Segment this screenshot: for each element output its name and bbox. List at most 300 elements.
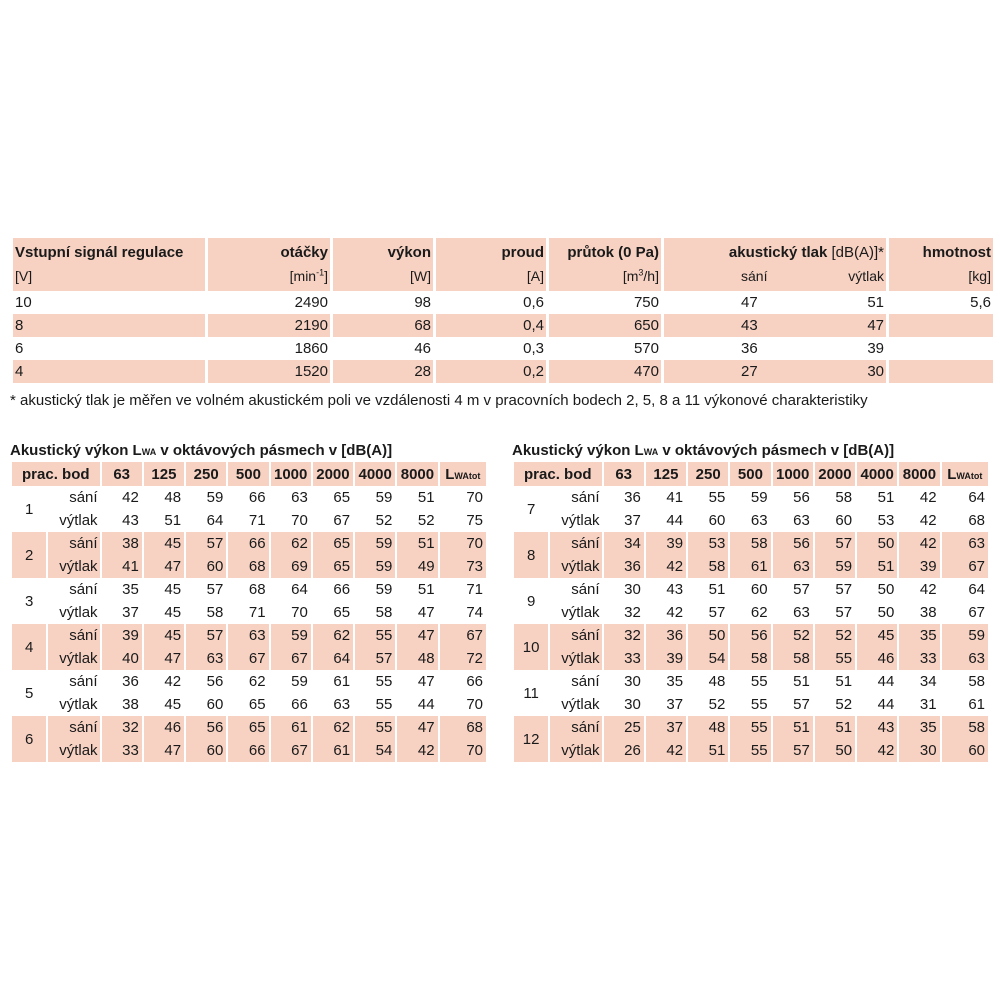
value-cell: 32 [122,719,139,736]
value-cell: 30 [919,742,937,759]
value-cell: 47 [417,673,435,690]
value-cell: 70 [466,489,483,506]
value-cell: 60 [835,512,853,529]
value-cell: 66 [248,742,266,759]
value-cell: 56 [793,489,810,506]
table-row [514,578,988,601]
acoustic-header-row [12,462,486,486]
value-cell: 65 [248,696,266,713]
value-cell: 33 [122,742,139,759]
value-cell: 59 [375,535,393,552]
cell-proud: 0,2 [523,363,544,380]
table-row [12,647,486,670]
prac-bod-number: 9 [526,592,536,610]
col-prutok-header: průtok (0 Pa) [567,244,659,261]
value-cell: 39 [666,535,684,552]
value-cell: 54 [375,742,393,759]
value-cell: 67 [291,742,308,759]
table-row [13,314,993,337]
value-cell: 58 [750,650,768,667]
value-cell: 59 [968,627,985,644]
value-cell: 56 [750,627,768,644]
title-post: v oktávových pásmech v [dB(A)] [156,442,393,459]
value-cell: 59 [291,673,308,690]
value-cell: 42 [919,581,937,598]
value-cell: 42 [877,742,895,759]
mode-label: sání [69,489,98,506]
value-cell: 63 [793,604,810,621]
cell-akusticky-tlak [664,337,886,360]
col-band-header: 125 [653,465,679,483]
prac-bod-number: 5 [24,684,34,702]
value-cell: 75 [466,512,483,529]
col-akusticky-tlak-header [664,238,886,268]
value-cell: 59 [375,489,393,506]
value-cell: 62 [291,535,308,552]
value-cell: 61 [333,742,351,759]
value-cell: 59 [375,581,393,598]
value-cell: 58 [206,604,224,621]
cell-proud: 0,3 [523,340,544,357]
unit-prutok [549,268,661,291]
value-cell: 51 [708,742,726,759]
value-cell: 46 [877,650,895,667]
mode-label: výtlak [561,696,600,713]
table-row [12,486,486,509]
value-cell: 70 [466,742,483,759]
value-cell: 50 [877,581,895,598]
col-band-header: 1000 [776,465,810,483]
value-cell: 51 [417,535,435,552]
value-cell: 51 [835,719,853,736]
value-cell: 30 [624,673,641,690]
value-cell: 62 [248,673,266,690]
value-cell: 36 [624,558,641,575]
value-cell: 45 [164,627,182,644]
value-cell: 57 [708,604,726,621]
akusticky-tlak-label: akustický tlak [728,244,828,261]
value-cell: 44 [877,673,895,690]
prac-bod-number: 8 [526,546,536,564]
value-cell: 64 [291,581,308,598]
value-cell: 68 [466,719,483,736]
unit-vykon: [W] [410,268,431,284]
value-cell: 61 [291,719,308,736]
value-cell: 57 [206,581,224,598]
prac-bod-number: 11 [523,684,539,702]
value-cell: 42 [122,489,139,506]
value-cell: 62 [333,627,351,644]
table-row [12,624,486,647]
value-cell: 52 [793,627,810,644]
value-cell: 60 [968,742,985,759]
value-cell: 26 [624,742,641,759]
mode-label: sání [571,535,600,552]
value-cell: 51 [417,489,435,506]
unit-hmotnost: [kg] [968,268,991,284]
cell-vytlak: 30 [867,363,884,380]
value-cell: 53 [877,512,895,529]
value-cell: 37 [624,512,641,529]
header-row-units [13,268,993,291]
mode-label: výtlak [561,512,600,529]
value-cell: 25 [624,719,641,736]
value-cell: 40 [122,650,139,667]
value-cell: 39 [666,650,684,667]
value-cell: 57 [375,650,393,667]
col-lwatot-header [942,462,988,486]
unit-prutok-tail: /h] [643,268,659,284]
acoustic-grid-right [512,462,990,762]
value-cell: 67 [968,604,985,621]
col-lwatot-header [440,462,486,486]
value-cell: 52 [375,512,393,529]
mode-label: sání [69,627,98,644]
value-cell: 58 [375,604,393,621]
value-cell: 66 [248,489,266,506]
value-cell: 39 [122,627,139,644]
value-cell: 63 [291,489,308,506]
value-cell: 58 [835,489,853,506]
table-row [12,578,486,601]
cell-proud: 0,6 [523,294,544,311]
value-cell: 61 [968,696,985,713]
value-cell: 60 [206,696,224,713]
value-cell: 66 [466,673,483,690]
cell-akusticky-tlak [664,291,886,314]
value-cell: 58 [793,650,810,667]
value-cell: 65 [333,604,351,621]
cell-otacky: 2490 [294,294,328,311]
value-cell: 35 [666,673,684,690]
value-cell: 71 [248,604,266,621]
value-cell: 47 [417,627,435,644]
value-cell: 39 [919,558,937,575]
mode-label: výtlak [59,604,98,621]
table-row [12,670,486,693]
title-pre: Akustický výkon L [10,442,142,459]
value-cell: 51 [793,719,810,736]
title-pre: Akustický výkon L [512,442,644,459]
col-prac-bod-header: prac. bod [22,465,90,483]
value-cell: 56 [206,719,224,736]
value-cell: 70 [466,535,483,552]
cell-sani: 27 [741,363,758,380]
table-row [13,337,993,360]
value-cell: 55 [375,696,393,713]
value-cell: 70 [291,604,308,621]
value-cell: 42 [164,673,182,690]
value-cell: 67 [968,558,985,575]
value-cell: 63 [968,535,985,552]
table-row [12,739,486,762]
value-cell: 51 [417,581,435,598]
acoustic-header-row [514,462,988,486]
value-cell: 52 [708,696,726,713]
value-cell: 55 [750,696,768,713]
value-cell: 45 [164,696,182,713]
value-cell: 61 [750,558,768,575]
value-cell: 42 [919,535,937,552]
value-cell: 64 [333,650,351,667]
value-cell: 42 [919,489,937,506]
value-cell: 44 [877,696,895,713]
value-cell: 65 [333,558,351,575]
col-band-header: 4000 [860,465,894,483]
value-cell: 30 [624,696,641,713]
mode-label: výtlak [561,604,600,621]
value-cell: 57 [206,535,224,552]
table-row [514,601,988,624]
value-cell: 65 [248,719,266,736]
value-cell: 42 [666,742,684,759]
mode-label: výtlak [561,742,600,759]
value-cell: 47 [164,742,182,759]
value-cell: 50 [877,535,895,552]
value-cell: 42 [666,604,684,621]
table-row [514,670,988,693]
value-cell: 32 [624,627,641,644]
value-cell: 52 [835,627,853,644]
value-cell: 59 [375,558,393,575]
value-cell: 38 [122,535,139,552]
cell-signal: 8 [15,317,24,334]
col-band-header: 250 [695,465,721,483]
unit-otacky-base: [min [289,268,317,284]
cell-akusticky-tlak [664,314,886,337]
value-cell: 57 [206,627,224,644]
value-cell: 67 [291,650,308,667]
value-cell: 62 [750,604,768,621]
value-cell: 55 [750,719,768,736]
value-cell: 55 [708,489,726,506]
value-cell: 60 [708,512,726,529]
value-cell: 33 [919,650,937,667]
col-otacky-header: otáčky [280,244,328,261]
table-row [13,291,993,314]
value-cell: 58 [968,719,985,736]
mode-label: výtlak [59,558,98,575]
value-cell: 64 [968,489,985,506]
table-row [12,509,486,532]
value-cell: 47 [164,650,182,667]
value-cell: 48 [708,719,726,736]
col-band-header: 63 [113,465,131,483]
prac-bod-number: 12 [522,730,540,748]
value-cell: 45 [164,581,182,598]
value-cell: 48 [417,650,435,667]
value-cell: 47 [417,604,435,621]
value-cell: 51 [708,581,726,598]
value-cell: 70 [291,512,308,529]
lwa-main: L [445,465,455,483]
value-cell: 36 [666,627,684,644]
value-cell: 55 [750,673,768,690]
value-cell: 38 [919,604,937,621]
cell-vytlak: 47 [867,317,884,334]
cell-otacky: 1520 [294,363,328,380]
value-cell: 48 [164,489,182,506]
value-cell: 35 [919,627,937,644]
performance-table [10,238,996,383]
value-cell: 34 [919,673,937,690]
unit-prutok-base: [m [622,268,639,284]
value-cell: 66 [248,535,266,552]
value-cell: 69 [291,558,308,575]
value-cell: 36 [624,489,641,506]
table-row [514,555,988,578]
prac-bod-number: 10 [522,638,540,656]
cell-proud: 0,4 [523,317,544,334]
value-cell: 45 [877,627,895,644]
mode-label: výtlak [561,558,600,575]
sub-sani: sání [741,268,768,284]
col-vykon-header: výkon [387,244,431,261]
value-cell: 72 [466,650,483,667]
unit-signal: [V] [15,268,33,284]
value-cell: 63 [793,512,810,529]
cell-hmotnost: 5,6 [970,294,991,311]
mode-label: výtlak [59,696,98,713]
value-cell: 68 [968,512,985,529]
title-sub: WA [643,447,659,457]
cell-hmotnost [889,360,993,383]
table-row [514,624,988,647]
cell-signal: 10 [15,294,32,311]
value-cell: 55 [375,627,393,644]
table-row [13,360,993,383]
table-row [514,532,988,555]
value-cell: 71 [248,512,266,529]
mode-label: sání [69,535,98,552]
value-cell: 64 [968,581,985,598]
title-sub: WA [141,447,157,457]
table-row [514,693,988,716]
col-band-header: 250 [193,465,219,483]
value-cell: 52 [417,512,435,529]
mode-label: sání [571,581,600,598]
value-cell: 34 [624,535,641,552]
acoustic-title-left [10,440,488,462]
value-cell: 49 [417,558,435,575]
value-cell: 73 [466,558,483,575]
sub-vytlak: výtlak [848,268,884,284]
mode-label: sání [571,719,600,736]
value-cell: 36 [122,673,139,690]
mode-label: sání [69,719,98,736]
value-cell: 52 [835,696,853,713]
unit-proud: [A] [526,268,544,284]
value-cell: 35 [919,719,937,736]
unit-akusticky-tlak [664,268,886,291]
value-cell: 67 [466,627,483,644]
col-band-header: 2000 [818,465,852,483]
value-cell: 57 [793,581,810,598]
value-cell: 57 [793,696,810,713]
col-band-header: 1000 [274,465,308,483]
value-cell: 50 [708,627,726,644]
unit-prutok-exp: 3 [638,267,644,278]
cell-prutok: 750 [633,294,659,311]
col-band-header: 2000 [316,465,350,483]
value-cell: 55 [375,719,393,736]
value-cell: 42 [666,558,684,575]
cell-vykon: 68 [414,317,431,334]
col-band-header: 4000 [358,465,392,483]
title-post: v oktávových pásmech v [dB(A)] [658,442,895,459]
value-cell: 57 [835,604,853,621]
value-cell: 45 [164,604,182,621]
acoustic-table-left [10,440,488,762]
unit-otacky-tail: ] [324,268,328,284]
value-cell: 56 [206,673,224,690]
unit-otacky-exp: -1 [316,267,325,278]
col-band-header: 8000 [400,465,435,483]
col-proud-header: proud [501,244,544,261]
value-cell: 66 [333,581,351,598]
table-row [514,486,988,509]
value-cell: 50 [877,604,895,621]
cell-prutok: 650 [633,317,659,334]
value-cell: 57 [835,581,853,598]
value-cell: 41 [122,558,139,575]
value-cell: 56 [793,535,810,552]
value-cell: 43 [122,512,139,529]
col-hmotnost-header: hmotnost [922,244,991,261]
value-cell: 63 [206,650,224,667]
value-cell: 58 [750,535,768,552]
lwa-sub: WAtot [454,470,481,481]
col-band-header: 500 [235,465,261,483]
value-cell: 55 [750,742,768,759]
value-cell: 51 [164,512,182,529]
prac-bod-number: 3 [24,592,34,610]
cell-sani: 43 [741,317,758,334]
table-row [12,555,486,578]
mode-label: sání [571,673,600,690]
akusticky-tlak-unit: [dB(A)]* [831,244,884,261]
value-cell: 59 [835,558,853,575]
value-cell: 45 [164,535,182,552]
value-cell: 47 [417,719,435,736]
value-cell: 64 [206,512,224,529]
value-cell: 60 [206,742,224,759]
table-row [12,532,486,555]
value-cell: 38 [122,696,139,713]
cell-sani: 47 [741,294,758,311]
value-cell: 48 [708,673,726,690]
table-row [514,716,988,739]
value-cell: 51 [793,673,810,690]
value-cell: 44 [666,512,684,529]
table-row [514,647,988,670]
cell-signal: 6 [15,340,24,357]
value-cell: 63 [968,650,985,667]
mode-label: výtlak [59,742,98,759]
mode-label: sání [69,673,98,690]
value-cell: 51 [835,673,853,690]
value-cell: 65 [333,489,351,506]
col-band-header: 63 [615,465,633,483]
lwa-main: L [947,465,957,483]
mode-label: výtlak [59,512,98,529]
value-cell: 55 [375,673,393,690]
footnote: * akustický tlak je měřen ve volném akustickém poli ve vzdálenosti 4 m v pracovních bodech 2, 5, 8 a 11 výkonové charakteristiky [10,392,868,409]
table-row [514,739,988,762]
mode-label: sání [69,581,98,598]
table-row [12,693,486,716]
mode-label: výtlak [561,650,600,667]
